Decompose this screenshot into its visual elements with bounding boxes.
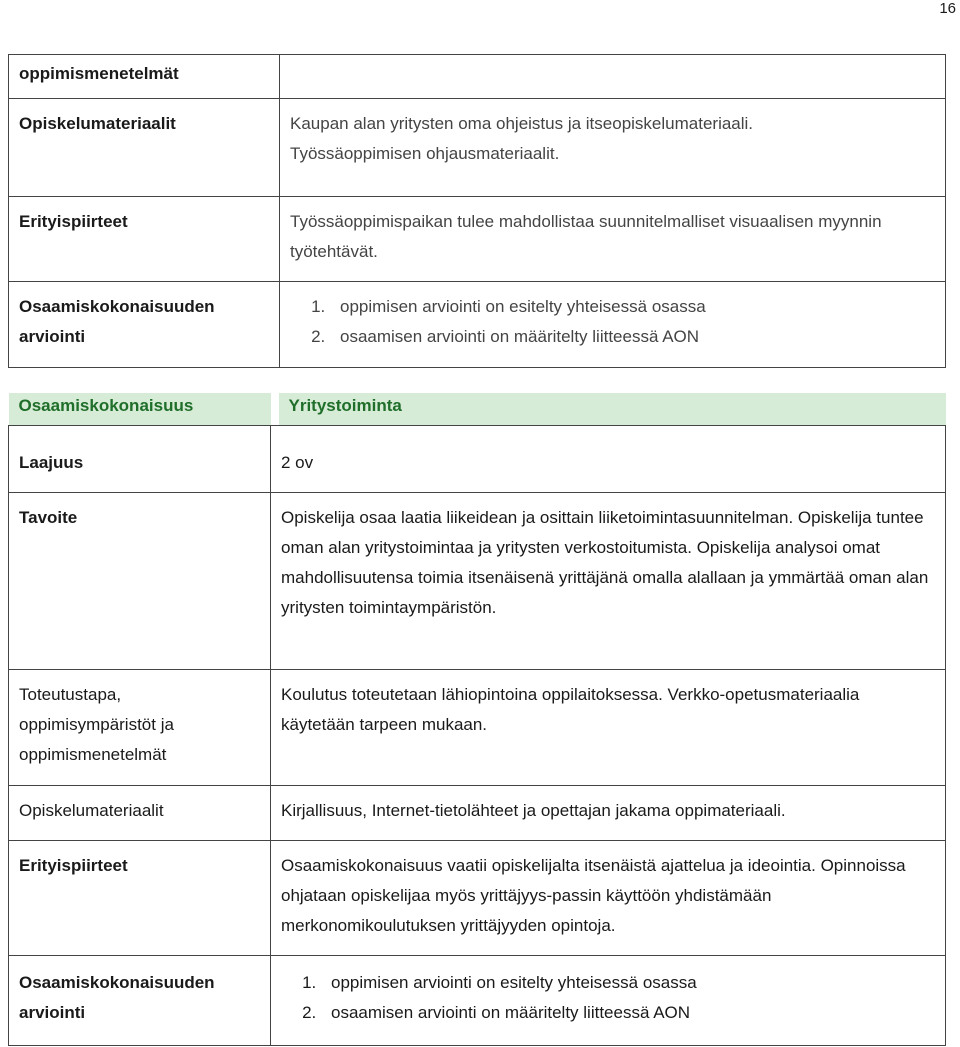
row-content: Koulutus toteutetaan lähiopintoina oppilaitoksessa. Verkko-opetusmateriaalia käytetään tarpeen mukaan.	[271, 669, 946, 785]
row-content: 2 ov	[271, 425, 946, 492]
page-number: 16	[939, 0, 956, 17]
table-row	[9, 955, 946, 1045]
assessment-list	[281, 968, 935, 1028]
list-item: 2. osaamisen arviointi on määritelty liitteessä AON	[330, 322, 935, 352]
table-row	[9, 492, 946, 669]
row-content	[280, 55, 946, 99]
row-content: Osaamiskokonaisuus vaatii opiskelijalta itsenäistä ajattelua ja ideointia. Opinnoissa ohjataan opiskelijaa myös yrittäjyys-passin käyttöön yhdistämään merkonomikoulutuksen yrittäjyyden opintoja.	[271, 840, 946, 955]
table-row	[9, 99, 946, 197]
table-row	[9, 197, 946, 282]
table-row	[9, 425, 946, 492]
row-label: Laajuus	[9, 425, 271, 492]
row-content	[280, 282, 946, 368]
row-label: Toteutustapa, oppimisympäristöt ja oppimismenetelmät	[9, 669, 271, 785]
row-label: Tavoite	[9, 492, 271, 669]
curriculum-table-1	[8, 54, 946, 368]
table-row	[9, 669, 946, 785]
row-content	[271, 955, 946, 1045]
table-row	[9, 393, 946, 425]
list-item: 1. oppimisen arviointi on esitelty yhteisessä osassa	[330, 292, 935, 322]
content-line: Työssäoppimispaikan tulee mahdollistaa suunnitelmalliset visuaalisen myynnin työtehtävät.	[290, 212, 882, 261]
header-gap	[271, 393, 279, 425]
row-content	[280, 99, 946, 197]
row-label: Opiskelumateriaalit	[9, 99, 280, 197]
row-label: Osaamiskokonaisuuden arviointi	[9, 955, 271, 1045]
row-content	[280, 197, 946, 282]
assessment-list	[290, 292, 935, 352]
table-row	[9, 840, 946, 955]
content-line: Kaupan alan yritysten oma ohjeistus ja itseopiskelumateriaali.	[290, 114, 754, 133]
row-label: oppimismenetelmät	[9, 55, 280, 99]
curriculum-table-2	[8, 393, 946, 1046]
row-label: Opiskelumateriaalit	[9, 785, 271, 840]
list-item: 1. oppimisen arviointi on esitelty yhteisessä osassa	[321, 968, 935, 998]
list-item: 2. osaamisen arviointi on määritelty liitteessä AON	[321, 998, 935, 1028]
table-row	[9, 282, 946, 368]
row-content: Opiskelija osaa laatia liikeidean ja osittain liiketoimintasuunnitelman. Opiskelija tuntee oman alan yritystoimintaa ja yritysten verkostoitumista. Opiskelija analysoi omat mahdollisuutensa toimia itsenäisenä yrittäjänä omalla alallaan ja ymmärtää oman alan yritysten toimintaympäristön.	[271, 492, 946, 669]
row-label: Erityispiirteet	[9, 840, 271, 955]
header-label: Osaamiskokonaisuus	[9, 393, 271, 425]
content-line: Työssäoppimisen ohjausmateriaalit.	[290, 144, 560, 163]
row-content: Kirjallisuus, Internet-tietolähteet ja opettajan jakama oppimateriaali.	[271, 785, 946, 840]
header-value: Yritystoiminta	[279, 393, 946, 425]
table-row	[9, 785, 946, 840]
row-label: Erityispiirteet	[9, 197, 280, 282]
table-row	[9, 55, 946, 99]
row-label: Osaamiskokonaisuuden arviointi	[9, 282, 280, 368]
